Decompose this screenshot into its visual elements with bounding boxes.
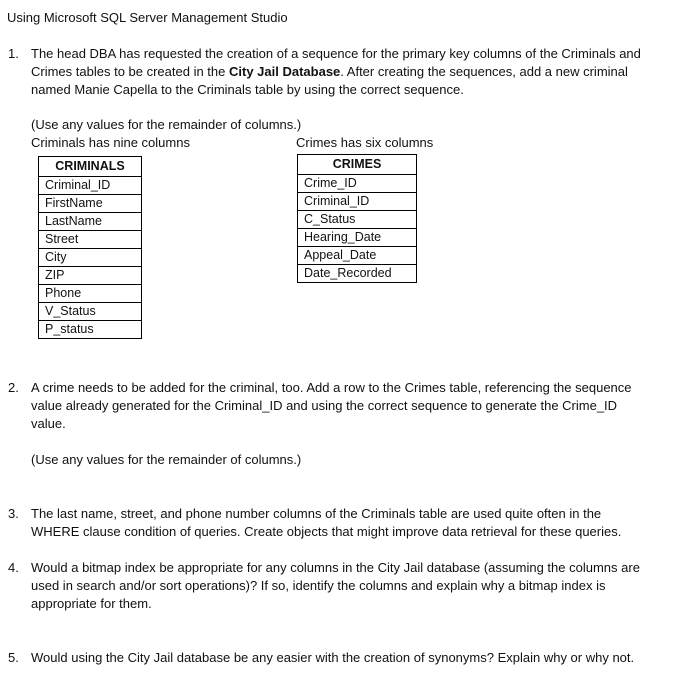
criminals-caption: Criminals has nine columns bbox=[31, 135, 190, 150]
crimes-caption: Crimes has six columns bbox=[296, 135, 434, 150]
table-row: Phone bbox=[39, 285, 142, 303]
table-row: C_Status bbox=[298, 211, 417, 229]
criminals-table-header: CRIMINALS bbox=[39, 157, 142, 177]
question-1-number: 1. bbox=[8, 46, 19, 61]
crimes-table bbox=[297, 154, 417, 283]
question-2-number: 2. bbox=[8, 380, 19, 395]
table-row: FirstName bbox=[39, 195, 142, 213]
question-2-line-1: A crime needs to be added for the criminal, too. Add a row to the Crimes table, referencing the sequence bbox=[31, 380, 632, 395]
question-4-line-3: appropriate for them. bbox=[31, 596, 152, 611]
city-jail-database-emphasis: City Jail Database bbox=[229, 64, 341, 79]
table-row: Appeal_Date bbox=[298, 247, 417, 265]
question-1-line-3: named Manie Capella to the Criminals table by using the correct sequence. bbox=[31, 82, 464, 97]
question-3-number: 3. bbox=[8, 506, 19, 521]
question-4-line-1: Would a bitmap index be appropriate for any columns in the City Jail database (assuming the columns are bbox=[31, 560, 640, 575]
question-1-line-1: The head DBA has requested the creation of a sequence for the primary key columns of the Criminals and bbox=[31, 46, 641, 61]
table-row: V_Status bbox=[39, 303, 142, 321]
question-2-note: (Use any values for the remainder of columns.) bbox=[31, 452, 302, 467]
table-row: City bbox=[39, 249, 142, 267]
question-3-line-2: WHERE clause condition of queries. Create objects that might improve data retrieval for these queries. bbox=[31, 524, 622, 539]
question-1-line-2 bbox=[31, 63, 671, 81]
question-5-number: 5. bbox=[8, 650, 19, 665]
table-row: Crime_ID bbox=[298, 175, 417, 193]
question-1-note: (Use any values for the remainder of columns.) bbox=[31, 117, 302, 132]
crimes-table-header: CRIMES bbox=[298, 155, 417, 175]
table-row: Date_Recorded bbox=[298, 265, 417, 283]
question-4-number: 4. bbox=[8, 560, 19, 575]
table-row: P_status bbox=[39, 321, 142, 339]
question-1-line-2-end: . After creating the sequences, add a new criminal bbox=[340, 64, 628, 79]
table-row: Hearing_Date bbox=[298, 229, 417, 247]
question-1-line-2-start: Crimes tables to be created in the bbox=[31, 64, 229, 79]
question-2-line-3: value. bbox=[31, 416, 66, 431]
question-2-line-2: value already generated for the Criminal_ID and using the correct sequence to generate the Crime_ID bbox=[31, 398, 618, 413]
table-row: Criminal_ID bbox=[298, 193, 417, 211]
table-row: ZIP bbox=[39, 267, 142, 285]
question-3-line-1: The last name, street, and phone number columns of the Criminals table are used quite often in the bbox=[31, 506, 602, 521]
table-row: Criminal_ID bbox=[39, 177, 142, 195]
table-row: LastName bbox=[39, 213, 142, 231]
criminals-table bbox=[38, 156, 142, 339]
table-row: Street bbox=[39, 231, 142, 249]
question-5-line-1: Would using the City Jail database be any easier with the creation of synonyms? Explain why or why not. bbox=[31, 650, 635, 665]
document-heading: Using Microsoft SQL Server Management Studio bbox=[7, 10, 288, 25]
question-4-line-2: used in search and/or sort operations)? If so, identify the columns and explain why a bitmap index is bbox=[31, 578, 606, 593]
